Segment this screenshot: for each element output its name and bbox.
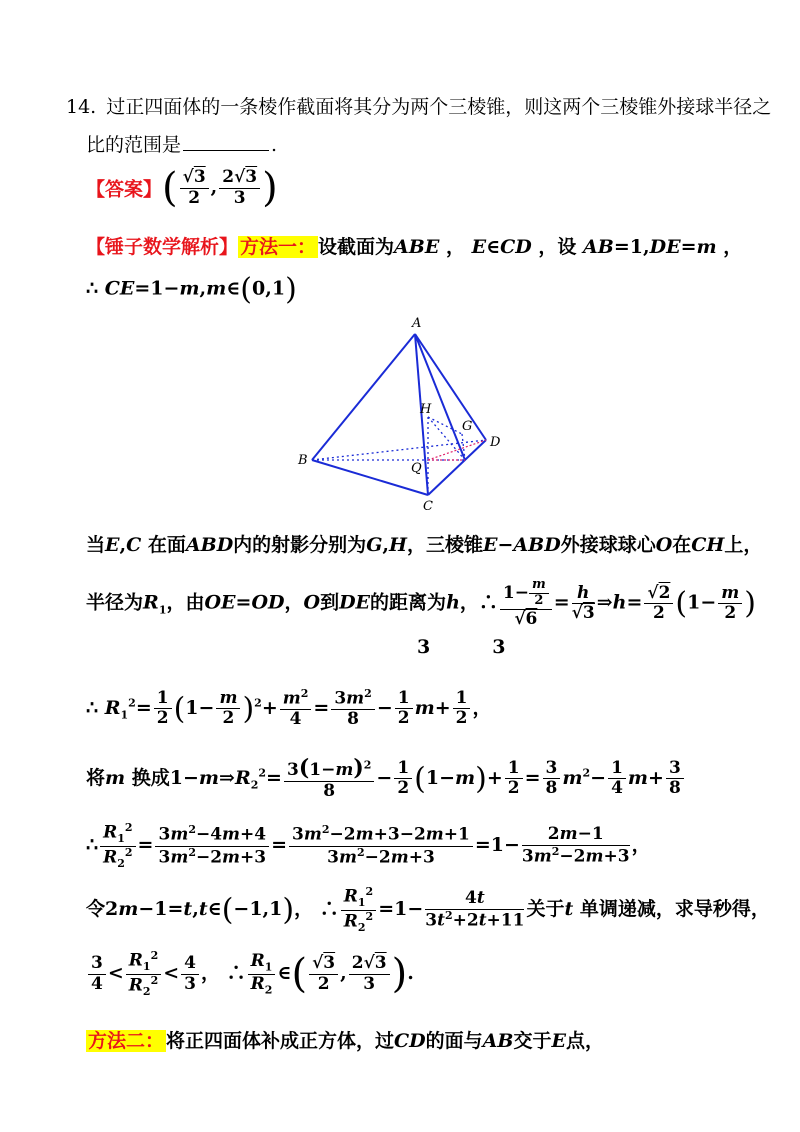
label-B: B <box>298 453 308 468</box>
answer-blank <box>183 150 269 151</box>
method2-tag: 方法二： <box>88 1030 165 1052</box>
step-4: 将m 换成$1-m\Rightarrow R_2^2=$ $\frac{3(1-m)^2}{8}$ − $\frac{1}{2}$ (1−m)+ $\frac{1}{2}$ = $\frac{3}{8}$ $m^2-$ $\frac{1}{4}$ m+ $\frac{3}{8}$ <box>86 756 686 802</box>
question-text-1: 过正四面体的一条棱作截面将其分为两个三棱锥，则这两个三棱锥外接球半径之 <box>106 96 772 118</box>
tetrahedron-figure <box>290 312 510 512</box>
ce-line: ∴ CE=1−m,m∈(0,1) <box>86 272 297 307</box>
analysis-tag: 【锤子数学解析】 <box>86 236 239 258</box>
step-2: 半径为$R_1$，由OE=OD，O到DE的距离为h，∴ 1− $\frac{m}{2}$ √6 = $\frac{h}{√3}$ ⇒h= $\frac{√2}{2}$ (1− $\frac{m}{2}$ ) <box>86 577 756 629</box>
question-text-2: 比的范围是 <box>86 134 182 156</box>
answer-line: 【答案】( $\frac{√3}{2}$ , $\frac{2√3}{3}$ ) <box>86 165 278 212</box>
step-7: $\frac{3}{4}$ < $\frac{R_1^2}{R_2^2}$ < $\frac{4}{3}$ ， ∴ $\frac{R_1}{R_2}$ ∈( $\frac{√3}{2}$ , $\frac{2√3}{3}$ ). <box>86 950 414 998</box>
method1-line: 【锤子数学解析】 方法一： 设截面为ABE ， E∈CD ，设 AB=1,DE=m ， <box>86 236 743 258</box>
label-C: C <box>423 499 433 512</box>
label-A: A <box>412 316 422 331</box>
step-1: 当E,C 在面ABD内的射影分别为G,H，三棱锥E−ABD外接球球心O在CH上， <box>86 534 763 556</box>
question-number: 14. <box>66 96 97 118</box>
label-G: G <box>462 419 473 434</box>
step-2-denominator-3s: 3 3 <box>417 636 506 658</box>
question-line-1 <box>66 92 771 119</box>
question-period: . <box>271 134 278 156</box>
question-line-2 <box>86 130 277 157</box>
step-5: ∴ $\frac{R_1^2}{R_2^2}$ = $\frac{3m^2-4m+4}{3m^2-2m+3}$ = $\frac{3m^2-2m+3-2m+1}{3m^2-2m+3}$ =1− $\frac{2m-1}{3m^2-2m+3}$ ， <box>86 821 651 870</box>
step-6: 令2m−1=t,t∈(−1,1)， ∴ $\frac{R_1^2}{R_2^2}$ =1− $\frac{4t}{3t^2+2t+11}$ 关于t 单调递减，求导秒得， <box>86 885 770 934</box>
method2-line: 方法二： 将正四面体补成正方体，过CD的面与AB交于E点， <box>88 1030 604 1052</box>
answer-tag: 【答案】 <box>86 178 163 201</box>
label-H: H <box>420 402 432 417</box>
label-D: D <box>490 435 501 450</box>
method1-tag: 方法一： <box>240 236 317 258</box>
label-Q: Q <box>411 461 422 476</box>
step-3: ∴ $R_1^2=$ $\frac{1}{2}$ (1− $\frac{m}{2}$ )$^2$+ $\frac{m^2}{4}$ = $\frac{3m^2}{8}$ − $\frac{1}{2}$ m+ $\frac{1}{2}$ ， <box>86 687 492 730</box>
